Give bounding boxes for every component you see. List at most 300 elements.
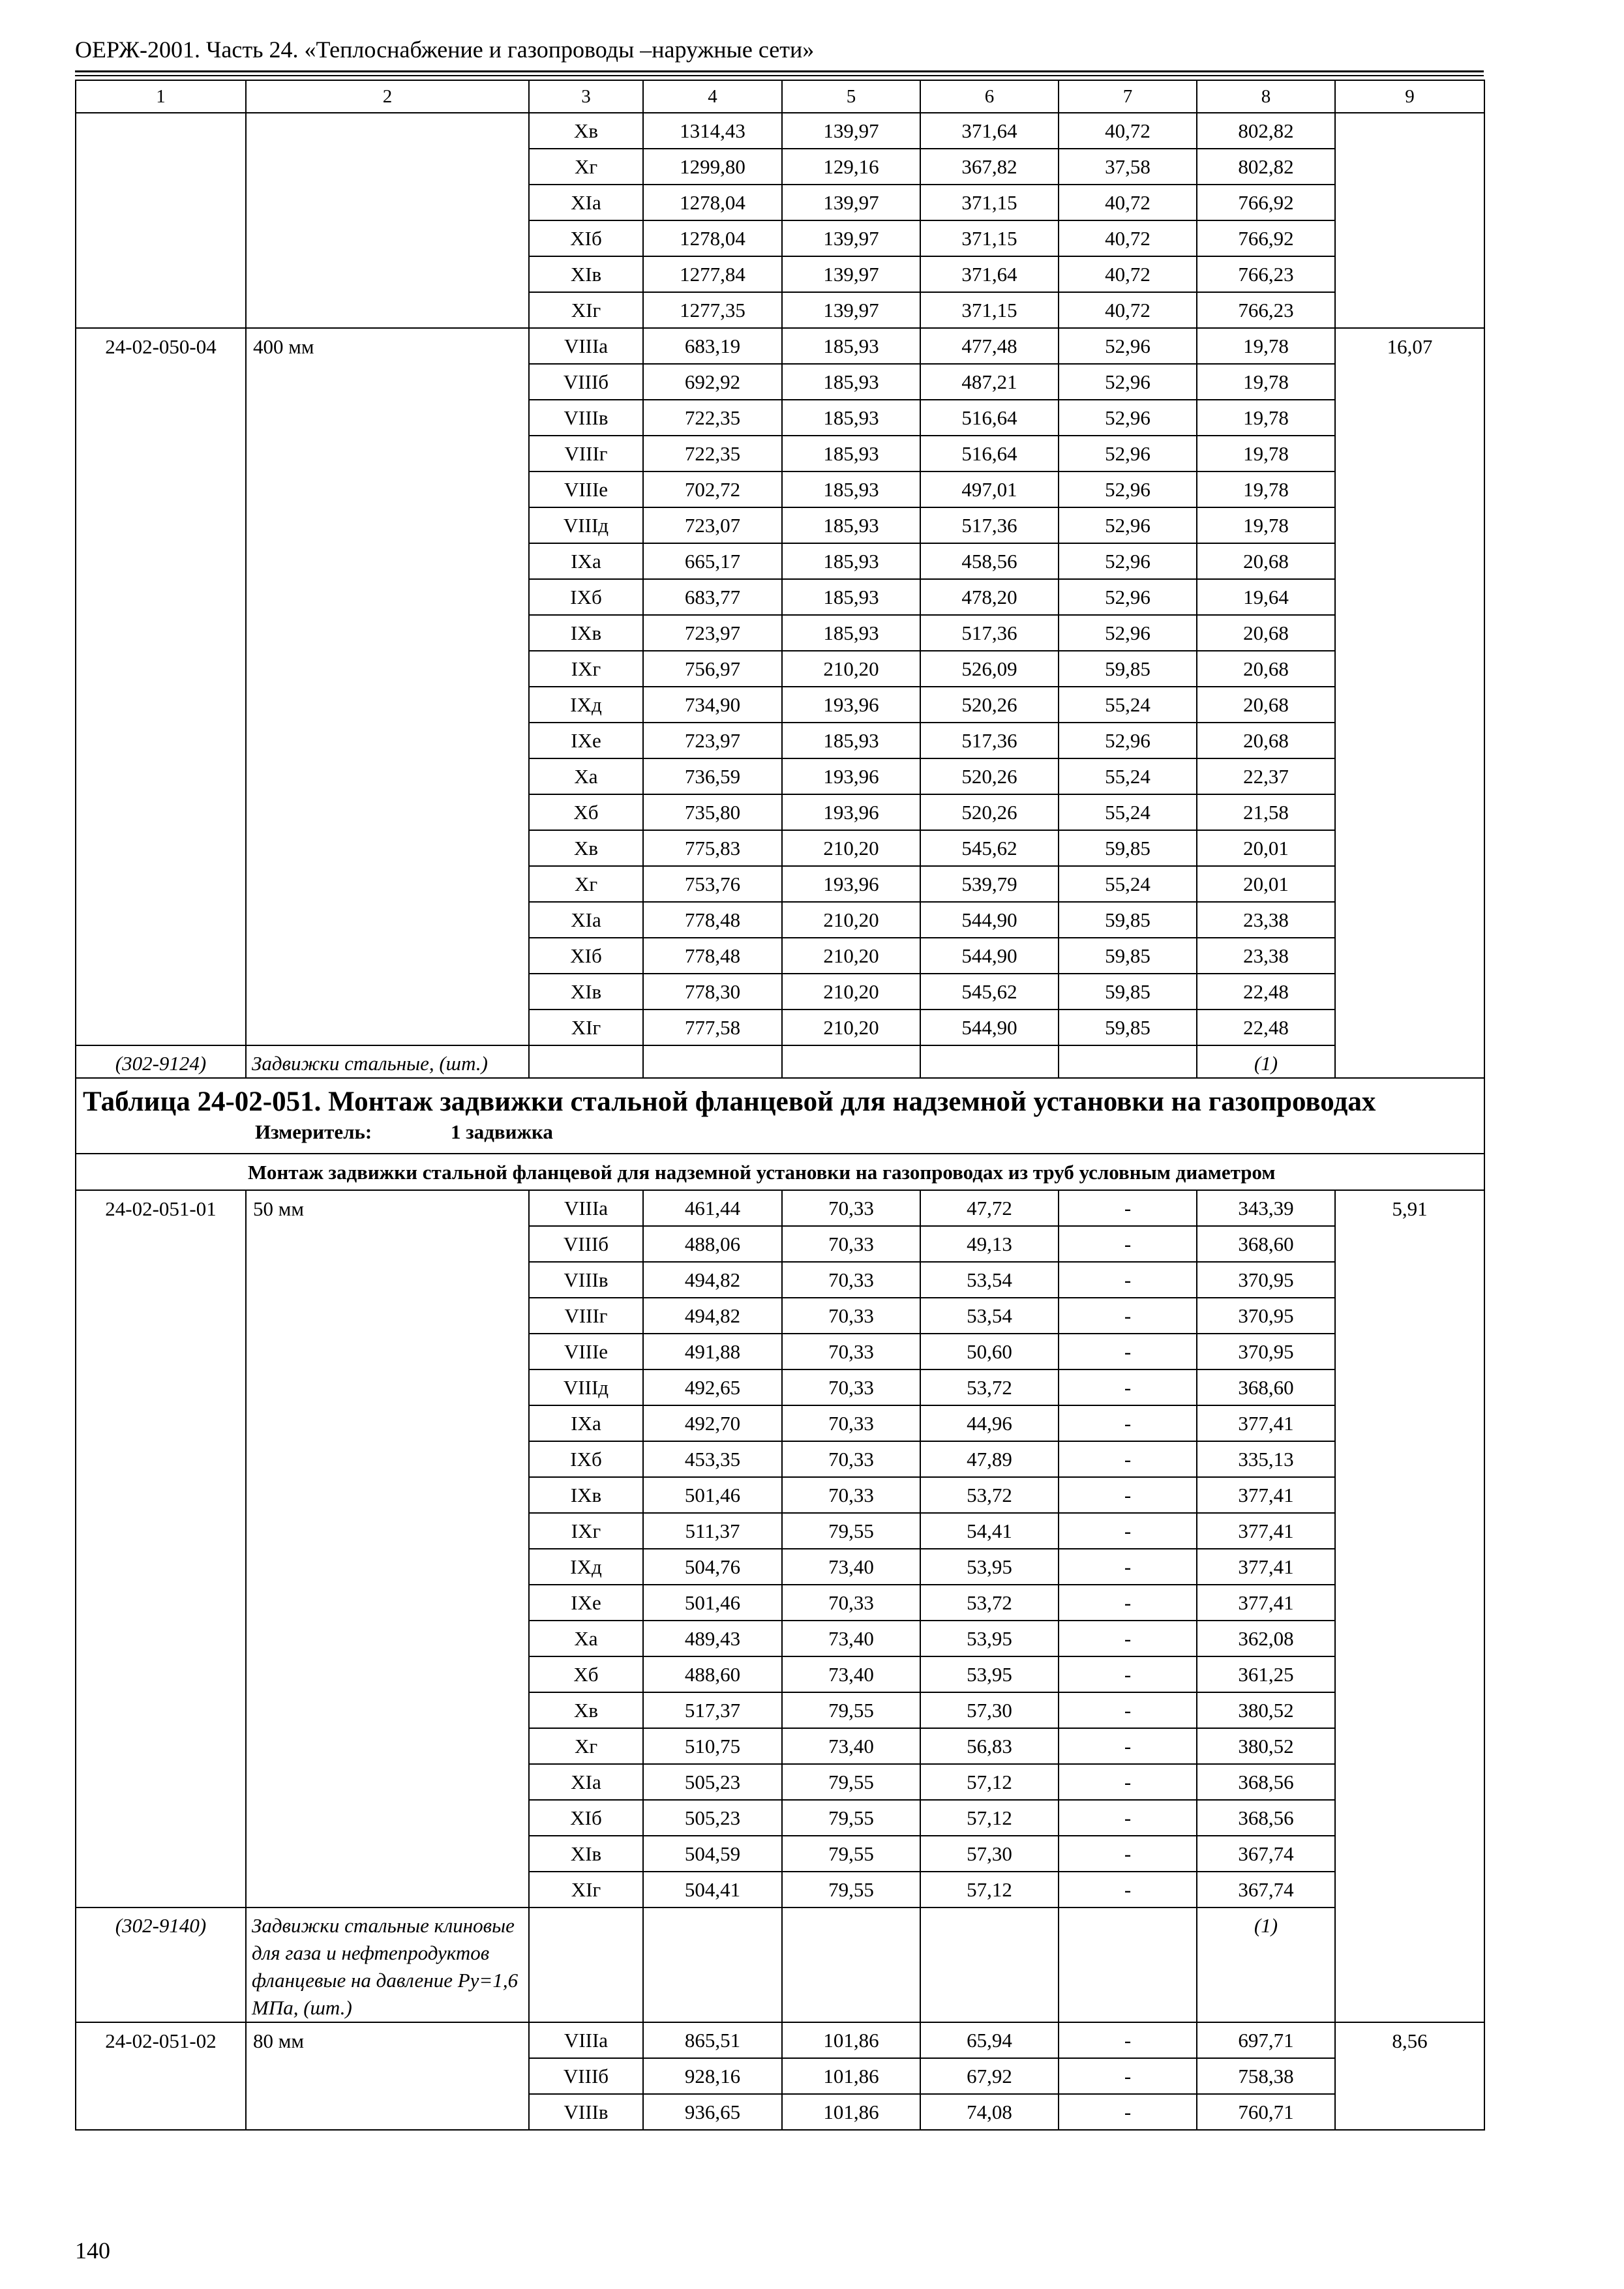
data-cell: - — [1059, 1800, 1197, 1836]
data-cell: 20,01 — [1197, 866, 1335, 902]
header-rule-thin — [75, 75, 1484, 76]
data-cell: VIIIв — [529, 1262, 643, 1298]
data-cell: 52,96 — [1059, 471, 1197, 507]
position-code: 24-02-051-01 — [76, 1190, 246, 1908]
empty-cell — [920, 1045, 1059, 1078]
section-row — [76, 1154, 1484, 1190]
data-cell: 53,95 — [920, 1656, 1059, 1692]
data-cell: 505,23 — [643, 1764, 782, 1800]
data-cell: 79,55 — [782, 1513, 920, 1549]
data-cell: 504,76 — [643, 1549, 782, 1585]
data-cell: Хв — [529, 113, 643, 149]
data-cell: 368,56 — [1197, 1764, 1335, 1800]
data-cell: 139,97 — [782, 220, 920, 256]
data-cell: 79,55 — [782, 1764, 920, 1800]
data-cell: 722,35 — [643, 400, 782, 436]
data-cell: 52,96 — [1059, 579, 1197, 615]
empty-cell — [1059, 1908, 1197, 2022]
data-cell: 59,85 — [1059, 974, 1197, 1010]
data-cell: ХIб — [529, 220, 643, 256]
table-row — [76, 113, 1484, 149]
data-cell: 40,72 — [1059, 220, 1197, 256]
data-cell: 70,33 — [782, 1262, 920, 1298]
data-cell: 491,88 — [643, 1334, 782, 1369]
data-cell: 497,01 — [920, 471, 1059, 507]
data-cell: 458,56 — [920, 543, 1059, 579]
data-cell: 57,12 — [920, 1764, 1059, 1800]
resource-value: 16,07 — [1335, 328, 1484, 1078]
data-cell: 544,90 — [920, 938, 1059, 974]
data-cell: 370,95 — [1197, 1334, 1335, 1369]
data-cell: IХг — [529, 651, 643, 687]
data-cell: 501,46 — [643, 1585, 782, 1621]
data-cell: 778,48 — [643, 938, 782, 974]
data-cell: 368,56 — [1197, 1800, 1335, 1836]
material-code: (302-9140) — [76, 1908, 246, 2022]
data-cell: 193,96 — [782, 758, 920, 794]
data-cell: 371,64 — [920, 256, 1059, 292]
data-cell: 21,58 — [1197, 794, 1335, 830]
data-cell: ХIв — [529, 256, 643, 292]
data-cell: 55,24 — [1059, 758, 1197, 794]
data-cell: 520,26 — [920, 794, 1059, 830]
data-cell: 70,33 — [782, 1585, 920, 1621]
data-cell: 517,36 — [920, 615, 1059, 651]
data-cell: 59,85 — [1059, 651, 1197, 687]
data-cell: 57,12 — [920, 1800, 1059, 1836]
data-cell: 52,96 — [1059, 400, 1197, 436]
data-cell: 139,97 — [782, 185, 920, 220]
resource-value: 5,91 — [1335, 1190, 1484, 2022]
data-cell: 697,71 — [1197, 2022, 1335, 2058]
data-cell: 139,97 — [782, 256, 920, 292]
material-code: (302-9124) — [76, 1045, 246, 1078]
data-cell: 380,52 — [1197, 1728, 1335, 1764]
data-cell: 692,92 — [643, 364, 782, 400]
data-cell: 185,93 — [782, 436, 920, 471]
data-cell: - — [1059, 2022, 1197, 2058]
data-cell: 492,70 — [643, 1405, 782, 1441]
data-cell: VIIIа — [529, 1190, 643, 1226]
data-cell: 478,20 — [920, 579, 1059, 615]
data-cell: 453,35 — [643, 1441, 782, 1477]
data-cell: 55,24 — [1059, 687, 1197, 723]
data-cell: 683,77 — [643, 579, 782, 615]
data-cell: 802,82 — [1197, 149, 1335, 185]
header-rule-thick — [75, 70, 1484, 72]
data-cell: VIIIд — [529, 1369, 643, 1405]
data-cell: 22,48 — [1197, 1010, 1335, 1045]
data-cell: 19,78 — [1197, 471, 1335, 507]
column-number: 4 — [643, 80, 782, 113]
data-cell: 702,72 — [643, 471, 782, 507]
data-cell: 377,41 — [1197, 1477, 1335, 1513]
data-cell: 53,95 — [920, 1621, 1059, 1656]
data-cell: - — [1059, 1369, 1197, 1405]
data-cell: 50,60 — [920, 1334, 1059, 1369]
data-cell: - — [1059, 1692, 1197, 1728]
data-cell: 57,30 — [920, 1836, 1059, 1872]
data-cell: ХIа — [529, 902, 643, 938]
data-cell: IХг — [529, 1513, 643, 1549]
data-cell: 492,65 — [643, 1369, 782, 1405]
data-cell: 70,33 — [782, 1226, 920, 1262]
data-cell: 23,38 — [1197, 938, 1335, 974]
data-cell: 505,23 — [643, 1800, 782, 1836]
data-cell: 47,89 — [920, 1441, 1059, 1477]
data-cell: 802,82 — [1197, 113, 1335, 149]
data-cell: 52,96 — [1059, 507, 1197, 543]
data-cell: - — [1059, 2058, 1197, 2094]
data-cell: 517,37 — [643, 1692, 782, 1728]
data-cell: 59,85 — [1059, 830, 1197, 866]
data-cell: 54,41 — [920, 1513, 1059, 1549]
data-cell: 539,79 — [920, 866, 1059, 902]
data-cell: VIIIб — [529, 2058, 643, 2094]
data-cell: 139,97 — [782, 113, 920, 149]
data-cell: 20,68 — [1197, 615, 1335, 651]
data-cell: 185,93 — [782, 471, 920, 507]
data-cell: 1314,43 — [643, 113, 782, 149]
data-cell: 665,17 — [643, 543, 782, 579]
data-cell: 44,96 — [920, 1405, 1059, 1441]
data-cell: 544,90 — [920, 902, 1059, 938]
empty-cell — [643, 1045, 782, 1078]
data-cell: 185,93 — [782, 543, 920, 579]
data-cell: - — [1059, 1728, 1197, 1764]
column-number-row — [76, 80, 1484, 113]
empty-cell — [529, 1045, 643, 1078]
data-cell: 19,78 — [1197, 364, 1335, 400]
data-cell: 23,38 — [1197, 902, 1335, 938]
resource-value: 8,56 — [1335, 2022, 1484, 2130]
data-cell: 361,25 — [1197, 1656, 1335, 1692]
empty-cell — [1059, 1045, 1197, 1078]
data-cell: Хг — [529, 149, 643, 185]
data-cell: VIIIе — [529, 1334, 643, 1369]
data-cell: 79,55 — [782, 1872, 920, 1908]
data-cell: - — [1059, 1262, 1197, 1298]
data-cell: IХд — [529, 1549, 643, 1585]
data-cell: - — [1059, 1405, 1197, 1441]
data-cell: ХIв — [529, 974, 643, 1010]
page-header: ОЕРЖ-2001. Часть 24. «Теплоснабжение и газопроводы –наружные сети» — [75, 37, 815, 63]
data-cell: 735,80 — [643, 794, 782, 830]
data-cell: 501,46 — [643, 1477, 782, 1513]
data-cell: - — [1059, 1477, 1197, 1513]
data-cell: Хг — [529, 1728, 643, 1764]
data-cell: 504,41 — [643, 1872, 782, 1908]
table-title: Таблица 24-02-051. Монтаж задвижки стальной фланцевой для надземной установки на газопроводах — [83, 1086, 1376, 1117]
column-number: 9 — [1335, 80, 1484, 113]
position-description: 400 мм — [246, 328, 529, 1045]
data-cell: 758,38 — [1197, 2058, 1335, 2094]
data-cell: ХIб — [529, 938, 643, 974]
data-cell: 526,09 — [920, 651, 1059, 687]
data-cell: 67,92 — [920, 2058, 1059, 2094]
data-cell: 545,62 — [920, 830, 1059, 866]
position-code: 24-02-051-02 — [76, 2022, 246, 2130]
resource-value — [1335, 113, 1484, 328]
data-cell: - — [1059, 1334, 1197, 1369]
empty-cell — [782, 1045, 920, 1078]
data-cell: 79,55 — [782, 1800, 920, 1836]
data-cell: 371,15 — [920, 292, 1059, 328]
position-description: 80 мм — [246, 2022, 529, 2130]
data-cell: 368,60 — [1197, 1369, 1335, 1405]
data-cell: 766,92 — [1197, 220, 1335, 256]
position-description: 50 мм — [246, 1190, 529, 1908]
data-cell: 22,37 — [1197, 758, 1335, 794]
data-cell: 52,96 — [1059, 328, 1197, 364]
data-cell: 185,93 — [782, 328, 920, 364]
data-cell: - — [1059, 1190, 1197, 1226]
data-cell: 70,33 — [782, 1405, 920, 1441]
data-cell: 723,07 — [643, 507, 782, 543]
data-cell: - — [1059, 1872, 1197, 1908]
data-cell: 377,41 — [1197, 1549, 1335, 1585]
data-cell: 210,20 — [782, 974, 920, 1010]
data-cell: 1277,35 — [643, 292, 782, 328]
data-cell: IХб — [529, 1441, 643, 1477]
data-cell: 377,41 — [1197, 1585, 1335, 1621]
data-cell: - — [1059, 2094, 1197, 2130]
data-cell: 1299,80 — [643, 149, 782, 185]
data-cell: 193,96 — [782, 687, 920, 723]
data-cell: 516,64 — [920, 436, 1059, 471]
data-cell: 516,64 — [920, 400, 1059, 436]
data-cell: 70,33 — [782, 1298, 920, 1334]
data-cell: 40,72 — [1059, 256, 1197, 292]
data-cell: 865,51 — [643, 2022, 782, 2058]
data-cell: 79,55 — [782, 1692, 920, 1728]
data-cell: 57,12 — [920, 1872, 1059, 1908]
data-cell: 367,74 — [1197, 1836, 1335, 1872]
data-cell: 210,20 — [782, 902, 920, 938]
data-cell: 367,74 — [1197, 1872, 1335, 1908]
data-cell: 753,76 — [643, 866, 782, 902]
material-row — [76, 1908, 1484, 2022]
data-cell: 193,96 — [782, 866, 920, 902]
data-cell: 380,52 — [1197, 1692, 1335, 1728]
data-cell: 545,62 — [920, 974, 1059, 1010]
material-description: Задвижки стальные клиновые для газа и нефтепродуктов фланцевые на давление Ру=1,6 МПа, (шт.) — [246, 1908, 529, 2022]
data-cell: - — [1059, 1585, 1197, 1621]
data-cell: 210,20 — [782, 1010, 920, 1045]
data-cell: VIIIб — [529, 1226, 643, 1262]
data-cell: 19,78 — [1197, 507, 1335, 543]
data-cell: VIIIа — [529, 328, 643, 364]
data-cell: 70,33 — [782, 1441, 920, 1477]
data-cell: 778,30 — [643, 974, 782, 1010]
data-cell: 370,95 — [1197, 1262, 1335, 1298]
data-cell: 70,33 — [782, 1190, 920, 1226]
data-cell: IХа — [529, 1405, 643, 1441]
table-title-cell — [76, 1078, 1484, 1154]
data-cell: Ха — [529, 758, 643, 794]
data-cell: IХе — [529, 723, 643, 758]
data-cell: VIIIд — [529, 507, 643, 543]
data-cell: 335,13 — [1197, 1441, 1335, 1477]
data-cell: 70,33 — [782, 1477, 920, 1513]
data-cell: 936,65 — [643, 2094, 782, 2130]
material-quantity: (1) — [1197, 1045, 1335, 1078]
data-cell: 52,96 — [1059, 723, 1197, 758]
data-cell: 57,30 — [920, 1692, 1059, 1728]
table-row — [76, 1190, 1484, 1226]
data-cell: 517,36 — [920, 723, 1059, 758]
column-number: 6 — [920, 80, 1059, 113]
position-description — [246, 113, 529, 328]
data-cell: 55,24 — [1059, 794, 1197, 830]
data-cell: 928,16 — [643, 2058, 782, 2094]
data-cell: 760,71 — [1197, 2094, 1335, 2130]
data-cell: 59,85 — [1059, 902, 1197, 938]
data-cell: VIIIг — [529, 436, 643, 471]
data-cell: 55,24 — [1059, 866, 1197, 902]
data-cell: 193,96 — [782, 794, 920, 830]
data-cell: 101,86 — [782, 2022, 920, 2058]
data-cell: ХIа — [529, 185, 643, 220]
data-cell: - — [1059, 1549, 1197, 1585]
data-cell: 343,39 — [1197, 1190, 1335, 1226]
data-cell: 185,93 — [782, 364, 920, 400]
data-cell: 73,40 — [782, 1621, 920, 1656]
data-cell: 377,41 — [1197, 1405, 1335, 1441]
data-cell: 723,97 — [643, 723, 782, 758]
table-title-row — [76, 1078, 1484, 1154]
material-row — [76, 1045, 1484, 1078]
data-cell: - — [1059, 1298, 1197, 1334]
column-number: 3 — [529, 80, 643, 113]
data-cell: ХIв — [529, 1836, 643, 1872]
data-cell: 494,82 — [643, 1298, 782, 1334]
data-cell: 40,72 — [1059, 113, 1197, 149]
empty-cell — [920, 1908, 1059, 2022]
position-code: 24-02-050-04 — [76, 328, 246, 1045]
data-cell: 101,86 — [782, 2058, 920, 2094]
data-cell: Хв — [529, 1692, 643, 1728]
data-cell: 1278,04 — [643, 185, 782, 220]
data-cell: 488,06 — [643, 1226, 782, 1262]
data-cell: 53,72 — [920, 1585, 1059, 1621]
section-title: Монтаж задвижки стальной фланцевой для надземной установки на газопроводах из труб условным диаметром — [76, 1154, 1484, 1190]
column-number: 7 — [1059, 80, 1197, 113]
data-cell: IХб — [529, 579, 643, 615]
data-cell: ХIг — [529, 1872, 643, 1908]
data-cell: 461,44 — [643, 1190, 782, 1226]
data-cell: 139,97 — [782, 292, 920, 328]
data-cell: ХIг — [529, 1010, 643, 1045]
data-cell: 766,23 — [1197, 256, 1335, 292]
data-cell: 185,93 — [782, 579, 920, 615]
data-cell: 20,01 — [1197, 830, 1335, 866]
data-cell: 74,08 — [920, 2094, 1059, 2130]
data-cell: 73,40 — [782, 1656, 920, 1692]
data-cell: 210,20 — [782, 830, 920, 866]
data-cell: 367,82 — [920, 149, 1059, 185]
data-cell: 487,21 — [920, 364, 1059, 400]
data-cell: IХв — [529, 615, 643, 651]
data-cell: 52,96 — [1059, 436, 1197, 471]
data-cell: 37,58 — [1059, 149, 1197, 185]
data-cell: 129,16 — [782, 149, 920, 185]
data-cell: ХIб — [529, 1800, 643, 1836]
data-cell: 56,83 — [920, 1728, 1059, 1764]
data-cell: 489,43 — [643, 1621, 782, 1656]
data-cell: 53,54 — [920, 1262, 1059, 1298]
data-cell: 59,85 — [1059, 1010, 1197, 1045]
data-cell: 488,60 — [643, 1656, 782, 1692]
material-quantity: (1) — [1197, 1908, 1335, 2022]
data-cell: 70,33 — [782, 1369, 920, 1405]
data-cell: 101,86 — [782, 2094, 920, 2130]
data-cell: 723,97 — [643, 615, 782, 651]
data-cell: 477,48 — [920, 328, 1059, 364]
data-cell: 79,55 — [782, 1836, 920, 1872]
data-cell: 766,92 — [1197, 185, 1335, 220]
table-row — [76, 2022, 1484, 2058]
data-cell: IХе — [529, 1585, 643, 1621]
data-cell: 683,19 — [643, 328, 782, 364]
material-description: Задвижки стальные, (шт.) — [246, 1045, 529, 1078]
data-cell: 775,83 — [643, 830, 782, 866]
data-cell: 520,26 — [920, 758, 1059, 794]
empty-cell — [782, 1908, 920, 2022]
data-cell: 736,59 — [643, 758, 782, 794]
data-cell: Хг — [529, 866, 643, 902]
data-cell: 517,36 — [920, 507, 1059, 543]
data-cell: 20,68 — [1197, 651, 1335, 687]
data-cell: ХIа — [529, 1764, 643, 1800]
data-cell: 185,93 — [782, 615, 920, 651]
data-cell: - — [1059, 1656, 1197, 1692]
data-cell: 59,85 — [1059, 938, 1197, 974]
data-cell: VIIIв — [529, 2094, 643, 2130]
empty-cell — [643, 1908, 782, 2022]
data-cell: VIIIв — [529, 400, 643, 436]
data-cell: 65,94 — [920, 2022, 1059, 2058]
data-cell: - — [1059, 1441, 1197, 1477]
data-cell: 778,48 — [643, 902, 782, 938]
data-cell: IХд — [529, 687, 643, 723]
data-cell: 185,93 — [782, 400, 920, 436]
data-cell: - — [1059, 1764, 1197, 1800]
data-cell: 20,68 — [1197, 687, 1335, 723]
column-number: 5 — [782, 80, 920, 113]
data-cell: 22,48 — [1197, 974, 1335, 1010]
data-cell: 185,93 — [782, 723, 920, 758]
data-cell: 766,23 — [1197, 292, 1335, 328]
data-cell: 53,95 — [920, 1549, 1059, 1585]
data-cell: 47,72 — [920, 1190, 1059, 1226]
data-cell: 40,72 — [1059, 185, 1197, 220]
data-cell: 370,95 — [1197, 1298, 1335, 1334]
data-cell: 371,64 — [920, 113, 1059, 149]
data-cell: 544,90 — [920, 1010, 1059, 1045]
data-cell: 511,37 — [643, 1513, 782, 1549]
measure-unit — [83, 1119, 1477, 1149]
data-cell: 371,15 — [920, 220, 1059, 256]
data-cell: VIIIе — [529, 471, 643, 507]
data-cell: Хв — [529, 830, 643, 866]
position-code — [76, 113, 246, 328]
data-cell: VIIIг — [529, 1298, 643, 1334]
data-cell: 520,26 — [920, 687, 1059, 723]
data-cell: 73,40 — [782, 1549, 920, 1585]
data-cell: 73,40 — [782, 1728, 920, 1764]
data-cell: 368,60 — [1197, 1226, 1335, 1262]
